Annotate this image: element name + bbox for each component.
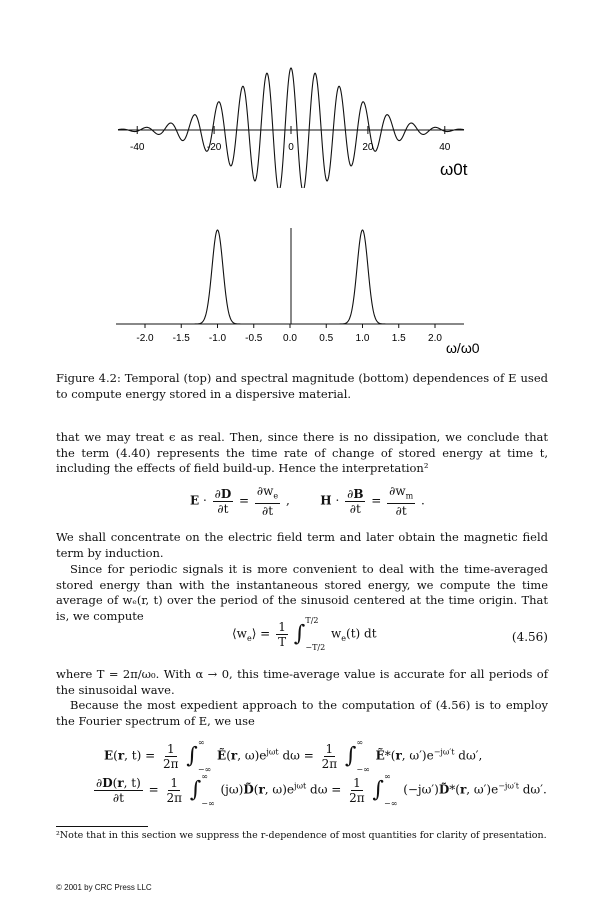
spectral-x-tick-label: -1.5 — [172, 333, 190, 344]
equation-number: (4.56) — [511, 630, 548, 644]
temporal-chart — [100, 58, 500, 188]
equation-fourier-d: $\frac{\partial D(r, t)}{\partial t}$ = $\frac{1}{2\pi}$ ∫ ∞ −∞ (jω)D̃(r, $\omega)e^{j\omega t}$ dω = $\frac{1}{2\pi}$ ∫ ∞ −∞ (−jω′)D̃*(r, $\omega')e^{-j\omega't}$ dω′. — [96, 772, 547, 808]
spectral-x-tick-label: 2.0 — [428, 333, 442, 344]
spectral-x-tick-label: -2.0 — [136, 333, 154, 344]
spectral-curve — [116, 230, 464, 324]
paragraph: We shall concentrate on the electric field term and later obtain the magnetic field term by induction. — [56, 530, 548, 560]
paragraph: Because the most expedient approach to the computation of (4.56) is to employ the Fourier spectrum of E, we use — [56, 698, 548, 728]
equation-time-average: $⟨w_e⟩$ = $\frac{1}{T}$ ∫ T/2 −T/2 $w_e(t)$ dt — [232, 616, 377, 652]
spectral-x-tick-label: -1.0 — [208, 333, 227, 344]
temporal-x-label: ω0t — [440, 160, 468, 179]
temporal-x-tick-label: -20 — [206, 142, 222, 153]
temporal-x-tick-label: 20 — [362, 142, 374, 153]
footnote-rule — [56, 826, 148, 827]
equation-fourier-e: E(r, t) = $\frac{1}{2\pi}$ ∫ ∞ −∞ Ẽ(r, $\omega)e^{j\omega t}$ dω = $\frac{1}{2\pi}$ ∫ ∞ −∞ Ẽ*(r, $\omega')e^{-j\omega't}$ dω′, — [104, 738, 483, 774]
temporal-x-tick-label: 40 — [439, 142, 451, 153]
spectral-x-tick-label: 0.5 — [319, 333, 334, 344]
paragraph: Since for periodic signals it is more convenient to deal with the time-averaged stored energy than with the instantaneous stored energy, we compute the time average of wₑ(r, t) over the period of the sinusoid centered at the time origin. That is, we compute — [56, 562, 548, 623]
spectral-x-tick-label: 0.0 — [283, 333, 297, 344]
paragraph: that we may treat ϵ as real. Then, since there is no dissipation, we conclude that the term (4.40) represents the time rate of change of stored energy at time t, including the effects of field build-up. Hence the interpretation² — [56, 430, 548, 475]
temporal-x-tick-label: 0 — [288, 142, 294, 153]
spectral-x-tick-label: -0.5 — [245, 333, 263, 344]
paragraph: where T = 2π/ω₀. With α → 0, this time-average value is accurate for all periods of the sinusoidal wave. — [56, 667, 548, 697]
footnote: ²Note that in this section we suppress the r-dependence of most quantities for clarity of presentation. — [56, 830, 547, 841]
equation-e-dot-d: E · $\frac{\partial D}{\partial t}$ = $\frac{\partial w_e}{\partial t}$ , H · $\frac{\partial B}{\partial t}$ = $\frac{\partial w_m}{\partial t}$ . — [190, 484, 425, 519]
copyright: © 2001 by CRC Press LLC — [56, 883, 152, 892]
figure-caption: Figure 4.2: Temporal (top) and spectral magnitude (bottom) dependences of E used to compute energy stored in a dispersive material. — [56, 371, 548, 401]
spectral-x-tick-label: 1.5 — [391, 333, 406, 344]
temporal-x-tick-label: -40 — [129, 142, 145, 153]
spectral-chart — [100, 220, 500, 360]
spectral-x-label: ω/ω0 — [446, 340, 480, 356]
spectral-x-tick-label: 1.0 — [355, 333, 370, 344]
